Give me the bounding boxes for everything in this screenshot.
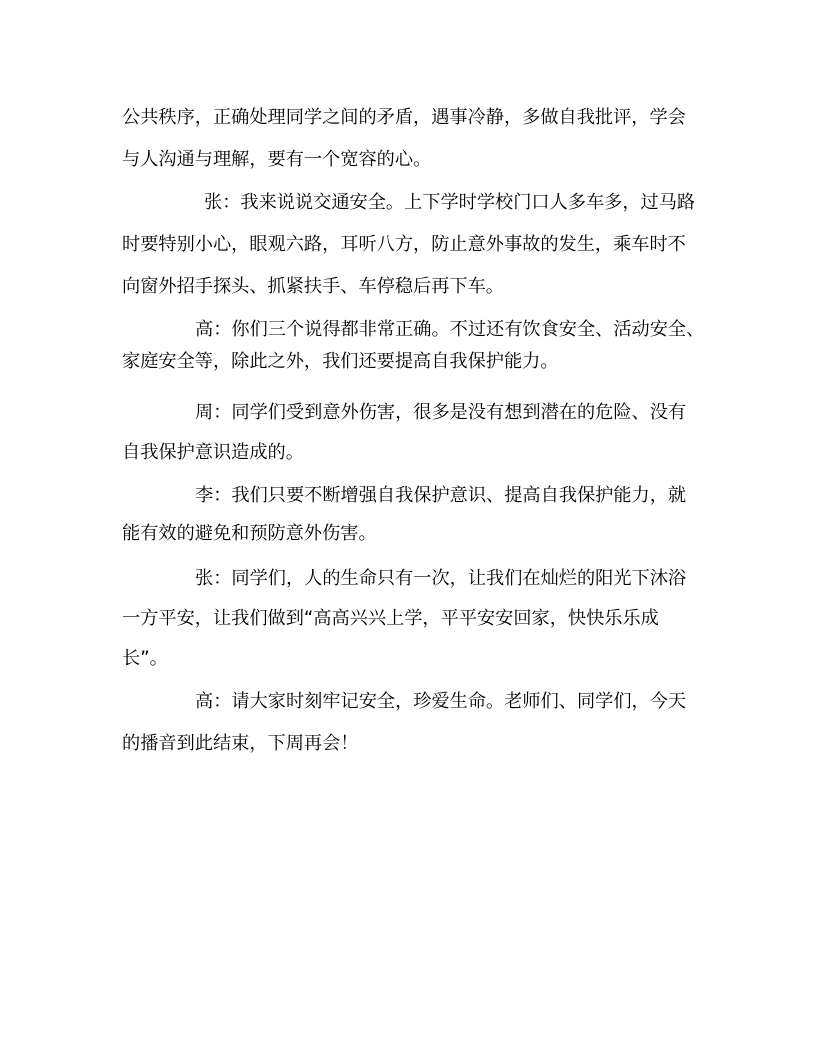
text-line: 长”。 bbox=[122, 648, 168, 669]
text-line: 能有效的避免和预防意外伤害。 bbox=[122, 523, 377, 544]
text-line: 高：你们三个说得都非常正确。不过还有饮食安全、活动安全、 bbox=[195, 319, 705, 340]
text-line: 向窗外招手探头、抓紧扶手、车停稳后再下车。 bbox=[122, 276, 504, 297]
text-line: 周：同学们受到意外伤害，很多是没有想到潜在的危险、没有 bbox=[195, 402, 687, 423]
text-line: 的播音到此结束，下周再会！ bbox=[122, 733, 359, 754]
text-line: 家庭安全等，除此之外，我们还要提高自我保护能力。 bbox=[122, 351, 559, 372]
text-line: 李：我们只要不断增强自我保护意识、提高自我保护能力，就 bbox=[195, 485, 687, 506]
text-line: 自我保护意识造成的。 bbox=[122, 442, 304, 463]
text-line: 张：我来说说交通安全。上下学时学校门口人多车多，过马路 bbox=[204, 192, 696, 213]
text-line: 高：请大家时刻牢记安全，珍爱生命。老师们、同学们，今天 bbox=[195, 691, 687, 712]
text-line: 张：同学们，人的生命只有一次，让我们在灿烂的阳光下沐浴 bbox=[195, 568, 687, 589]
text-line: 时要特别小心，眼观六路，耳听八方，防止意外事故的发生，乘车时不 bbox=[122, 234, 686, 255]
text-line: 一方平安，让我们做到“高高兴兴上学，平平安安回家，快快乐乐成 bbox=[122, 608, 659, 629]
text-line: 与人沟通与理解，要有一个宽容的心。 bbox=[122, 149, 432, 170]
text-line: 公共秩序，正确处理同学之间的矛盾，遇事冷静，多做自我批评，学会 bbox=[122, 107, 686, 128]
